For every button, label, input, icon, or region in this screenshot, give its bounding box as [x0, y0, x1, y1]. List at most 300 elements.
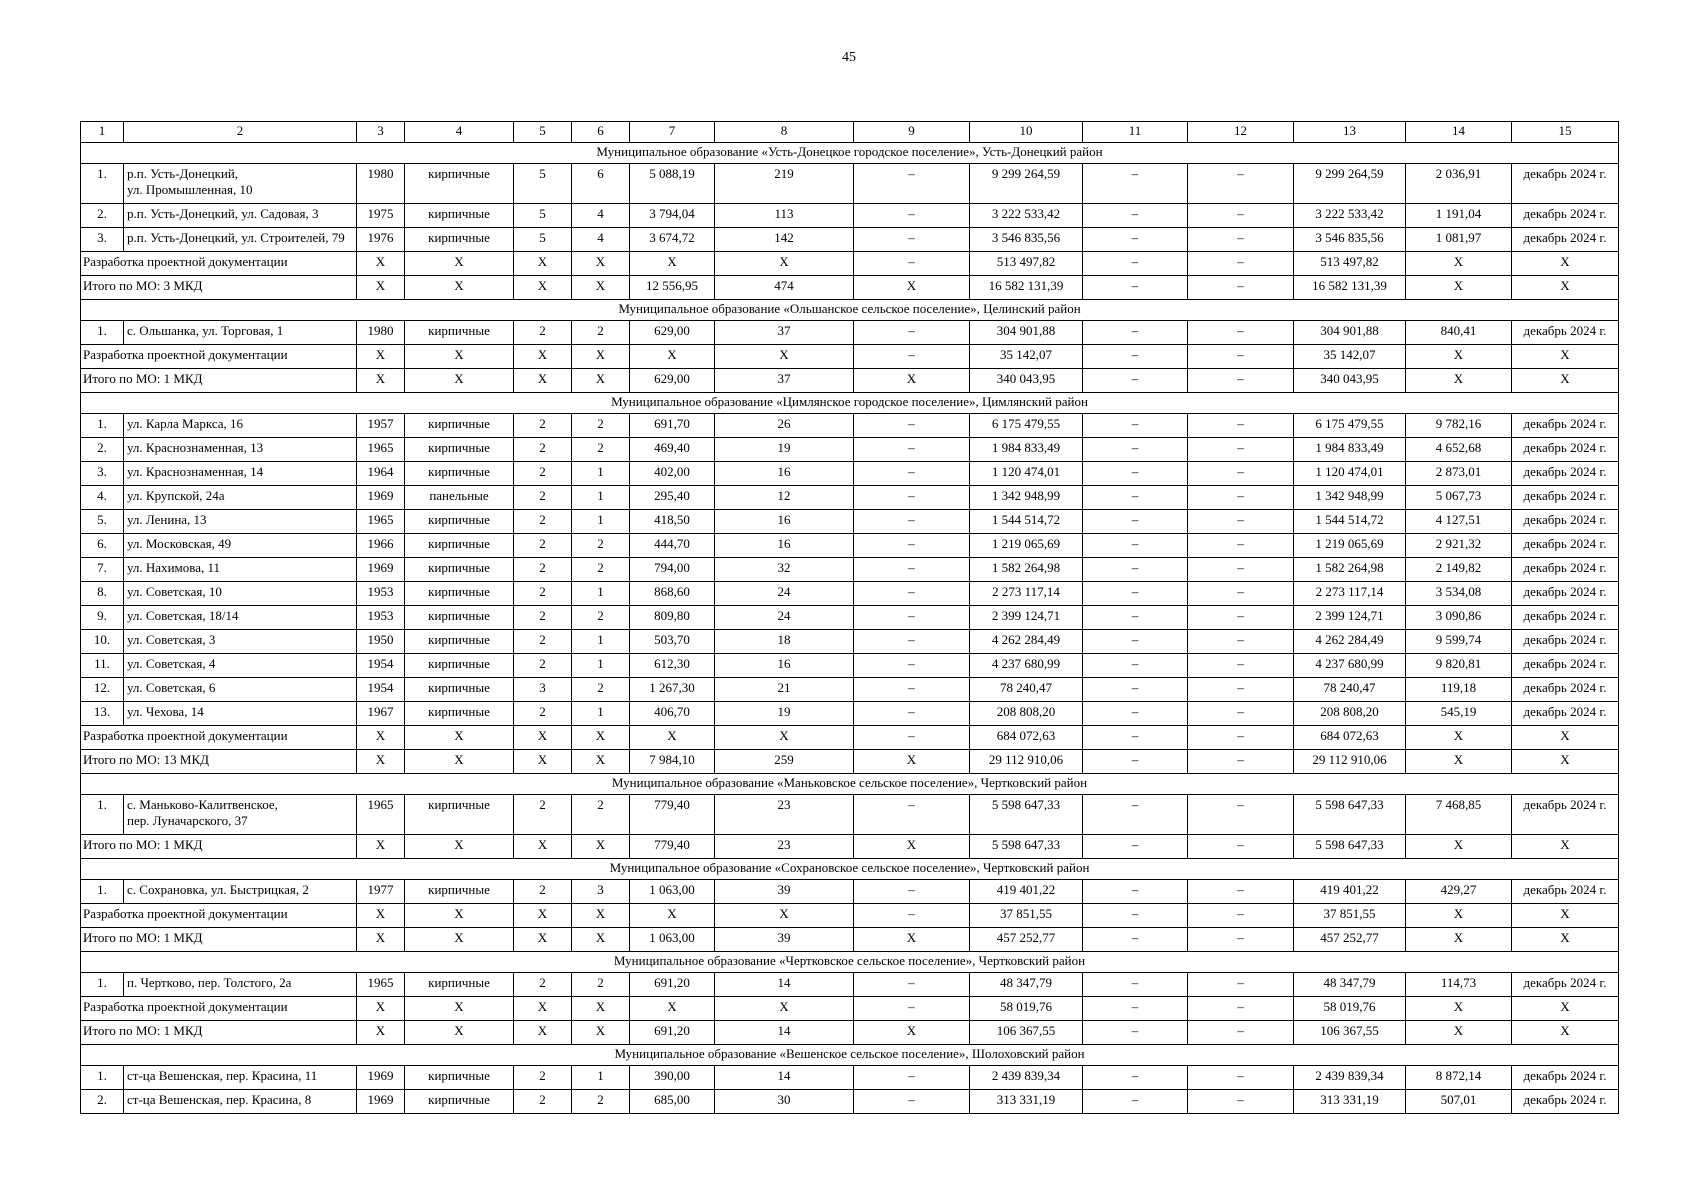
table-cell: X [514, 750, 572, 774]
table-cell: 2 149,82 [1406, 558, 1512, 582]
table-cell: 142 [715, 228, 854, 252]
table-cell: 1 120 474,01 [970, 462, 1083, 486]
summary-label: Разработка проектной документации [81, 997, 357, 1021]
table-cell: 1 [572, 486, 630, 510]
table-cell: 809,80 [630, 606, 715, 630]
table-cell: декабрь 2024 г. [1512, 414, 1619, 438]
table-cell: 513 497,82 [970, 252, 1083, 276]
table-cell: X [514, 1021, 572, 1045]
table-cell: 119,18 [1406, 678, 1512, 702]
table-cell: декабрь 2024 г. [1512, 321, 1619, 345]
table-cell: – [1188, 462, 1294, 486]
table-cell: 313 331,19 [1294, 1090, 1406, 1114]
table-cell: 1 191,04 [1406, 204, 1512, 228]
table-cell: кирпичные [405, 534, 514, 558]
table-row [81, 204, 1619, 228]
table-cell: 429,27 [1406, 880, 1512, 904]
table-cell: X [514, 835, 572, 859]
table-cell: 35 142,07 [1294, 345, 1406, 369]
table-cell: 6 [572, 164, 630, 204]
table-cell: – [1188, 534, 1294, 558]
table-cell: 1 984 833,49 [1294, 438, 1406, 462]
table-cell: – [1188, 510, 1294, 534]
column-header: 3 [357, 122, 405, 143]
table-cell: 1 120 474,01 [1294, 462, 1406, 486]
housing-repair-table [80, 121, 1619, 1114]
table-cell: декабрь 2024 г. [1512, 880, 1619, 904]
address-cell: ул. Советская, 3 [124, 630, 357, 654]
table-cell: X [572, 726, 630, 750]
table-cell: X [715, 904, 854, 928]
table-cell: 2 921,32 [1406, 534, 1512, 558]
table-cell: 5. [81, 510, 124, 534]
table-cell: 16 [715, 510, 854, 534]
table-cell: X [514, 904, 572, 928]
table-cell: 1. [81, 1066, 124, 1090]
summary-label: Разработка проектной документации [81, 904, 357, 928]
address-cell: ст-ца Вешенская, пер. Красина, 8 [124, 1090, 357, 1114]
table-cell: 29 112 910,06 [1294, 750, 1406, 774]
table-cell: 2 [514, 606, 572, 630]
table-cell: X [630, 252, 715, 276]
table-cell: X [854, 369, 970, 393]
table-cell: 2 399 124,71 [1294, 606, 1406, 630]
table-cell: 1. [81, 414, 124, 438]
table-cell: 2 873,01 [1406, 462, 1512, 486]
table-cell: – [1188, 1066, 1294, 1090]
table-cell: X [357, 345, 405, 369]
table-cell: 39 [715, 928, 854, 952]
table-cell: 3 674,72 [630, 228, 715, 252]
table-row [81, 486, 1619, 510]
table-cell: 1966 [357, 534, 405, 558]
table-cell: 7 984,10 [630, 750, 715, 774]
summary-label: Разработка проектной документации [81, 252, 357, 276]
table-cell: 2 [514, 702, 572, 726]
table-cell: – [854, 904, 970, 928]
table-row [81, 462, 1619, 486]
table-cell: – [1188, 835, 1294, 859]
table-cell: 39 [715, 880, 854, 904]
table-cell: 13. [81, 702, 124, 726]
table-cell: – [1188, 1021, 1294, 1045]
section-title-row [81, 393, 1619, 414]
table-cell: 6 175 479,55 [1294, 414, 1406, 438]
table-cell: декабрь 2024 г. [1512, 462, 1619, 486]
table-cell: 1 544 514,72 [970, 510, 1083, 534]
table-cell: декабрь 2024 г. [1512, 438, 1619, 462]
table-cell: декабрь 2024 г. [1512, 654, 1619, 678]
column-header: 11 [1083, 122, 1188, 143]
table-cell: декабрь 2024 г. [1512, 702, 1619, 726]
table-cell: – [1083, 795, 1188, 835]
table-row [81, 438, 1619, 462]
table-cell: – [1188, 228, 1294, 252]
table-cell: – [1083, 1021, 1188, 1045]
address-cell: ул. Советская, 6 [124, 678, 357, 702]
table-cell: X [1406, 904, 1512, 928]
column-header: 4 [405, 122, 514, 143]
table-cell: X [357, 1021, 405, 1045]
table-cell: 457 252,77 [970, 928, 1083, 952]
summary-row [81, 997, 1619, 1021]
table-cell: 2 [572, 534, 630, 558]
table-cell: X [1512, 369, 1619, 393]
table-cell: X [405, 1021, 514, 1045]
table-cell: 208 808,20 [1294, 702, 1406, 726]
table-cell: декабрь 2024 г. [1512, 678, 1619, 702]
table-cell: 340 043,95 [970, 369, 1083, 393]
table-cell: X [357, 997, 405, 1021]
table-row [81, 321, 1619, 345]
column-header: 6 [572, 122, 630, 143]
section-title: Муниципальное образование «Цимлянское городское поселение», Цимлянский район [81, 393, 1619, 414]
table-cell: – [854, 252, 970, 276]
table-cell: X [854, 1021, 970, 1045]
table-cell: кирпичные [405, 321, 514, 345]
table-cell: X [715, 345, 854, 369]
table-cell: – [1083, 1090, 1188, 1114]
table-cell: 469,40 [630, 438, 715, 462]
table-cell: 1 081,97 [1406, 228, 1512, 252]
table-row [81, 534, 1619, 558]
summary-row [81, 750, 1619, 774]
table-cell: X [1406, 252, 1512, 276]
table-cell: 5 [514, 204, 572, 228]
address-cell: ул. Карла Маркса, 16 [124, 414, 357, 438]
table-cell: X [572, 369, 630, 393]
table-cell: – [854, 726, 970, 750]
table-cell: X [854, 835, 970, 859]
table-cell: 1. [81, 164, 124, 204]
table-cell: 4 [572, 228, 630, 252]
column-header: 8 [715, 122, 854, 143]
table-cell: X [572, 750, 630, 774]
table-cell: 1 [572, 1066, 630, 1090]
table-cell: X [514, 345, 572, 369]
table-cell: X [514, 997, 572, 1021]
section-title: Муниципальное образование «Чертковское сельское поселение», Чертковский район [81, 952, 1619, 973]
table-cell: 3 534,08 [1406, 582, 1512, 606]
table-cell: 3 222 533,42 [970, 204, 1083, 228]
table-cell: декабрь 2024 г. [1512, 606, 1619, 630]
table-cell: 2. [81, 438, 124, 462]
section-title-row [81, 143, 1619, 164]
table-cell: – [1188, 414, 1294, 438]
table-cell: – [854, 414, 970, 438]
table-cell: – [1083, 228, 1188, 252]
table-cell: X [357, 750, 405, 774]
table-cell: кирпичные [405, 606, 514, 630]
column-header: 9 [854, 122, 970, 143]
table-cell: 2 [572, 1090, 630, 1114]
table-cell: 612,30 [630, 654, 715, 678]
table-cell: 3 222 533,42 [1294, 204, 1406, 228]
table-cell: – [1083, 997, 1188, 1021]
table-cell: X [405, 345, 514, 369]
table-cell: 5 [514, 164, 572, 204]
table-cell: 1965 [357, 510, 405, 534]
table-cell: 3 546 835,56 [1294, 228, 1406, 252]
section-title-row [81, 1045, 1619, 1066]
table-cell: – [1188, 1090, 1294, 1114]
section-title-row [81, 952, 1619, 973]
table-row [81, 678, 1619, 702]
table-cell: 1969 [357, 558, 405, 582]
table-cell: 32 [715, 558, 854, 582]
address-cell: п. Чертково, пер. Толстого, 2а [124, 973, 357, 997]
table-cell: – [854, 1090, 970, 1114]
table-cell: – [854, 486, 970, 510]
table-cell: 457 252,77 [1294, 928, 1406, 952]
section-title: Муниципальное образование «Маньковское сельское поселение», Чертковский район [81, 774, 1619, 795]
table-cell: 3 [572, 880, 630, 904]
table-cell: 16 [715, 462, 854, 486]
table-cell: 3 [514, 678, 572, 702]
summary-label: Итого по МО: 1 МКД [81, 928, 357, 952]
table-cell: кирпичные [405, 678, 514, 702]
table-cell: – [1083, 252, 1188, 276]
table-cell: 5 598 647,33 [1294, 835, 1406, 859]
table-cell: 1 219 065,69 [970, 534, 1083, 558]
table-cell: 11. [81, 654, 124, 678]
table-cell: 2 [514, 321, 572, 345]
table-cell: – [1188, 678, 1294, 702]
table-cell: 1969 [357, 486, 405, 510]
table-cell: 1976 [357, 228, 405, 252]
table-cell: X [357, 835, 405, 859]
table-cell: X [572, 276, 630, 300]
table-cell: 78 240,47 [1294, 678, 1406, 702]
table-cell: 406,70 [630, 702, 715, 726]
table-cell: 18 [715, 630, 854, 654]
table-cell: 259 [715, 750, 854, 774]
table-cell: – [854, 702, 970, 726]
table-cell: X [715, 252, 854, 276]
section-title-row [81, 774, 1619, 795]
table-cell: 685,00 [630, 1090, 715, 1114]
table-cell: X [572, 904, 630, 928]
table-cell: кирпичные [405, 880, 514, 904]
table-cell: 208 808,20 [970, 702, 1083, 726]
table-cell: кирпичные [405, 582, 514, 606]
table-cell: кирпичные [405, 228, 514, 252]
table-cell: 1977 [357, 880, 405, 904]
table-cell: 8. [81, 582, 124, 606]
table-cell: кирпичные [405, 702, 514, 726]
table-cell: – [1083, 750, 1188, 774]
table-cell: 474 [715, 276, 854, 300]
table-cell: 2 [572, 558, 630, 582]
table-cell: – [1083, 486, 1188, 510]
table-cell: 1950 [357, 630, 405, 654]
table-cell: X [572, 835, 630, 859]
table-cell: 2 [572, 438, 630, 462]
table-cell: 1954 [357, 678, 405, 702]
table-cell: 78 240,47 [970, 678, 1083, 702]
table-cell: – [1083, 164, 1188, 204]
table-cell: 2 [514, 973, 572, 997]
table-cell: декабрь 2024 г. [1512, 973, 1619, 997]
table-cell: X [572, 345, 630, 369]
table-cell: – [1188, 795, 1294, 835]
table-cell: 37 851,55 [1294, 904, 1406, 928]
table-cell: 9 782,16 [1406, 414, 1512, 438]
summary-row [81, 252, 1619, 276]
table-cell: декабрь 2024 г. [1512, 630, 1619, 654]
address-cell: р.п. Усть-Донецкий, ул. Промышленная, 10 [124, 164, 357, 204]
table-cell: X [630, 904, 715, 928]
table-cell: 2 [514, 880, 572, 904]
table-cell: 2 036,91 [1406, 164, 1512, 204]
table-cell: 503,70 [630, 630, 715, 654]
table-cell: 14 [715, 973, 854, 997]
table-cell: 1. [81, 880, 124, 904]
table-cell: X [405, 726, 514, 750]
table-cell: 2 [514, 534, 572, 558]
address-cell: р.п. Усть-Донецкий, ул. Строителей, 79 [124, 228, 357, 252]
table-row [81, 558, 1619, 582]
table-cell: 48 347,79 [1294, 973, 1406, 997]
table-cell: – [1188, 438, 1294, 462]
table-row [81, 795, 1619, 835]
table-cell: кирпичные [405, 795, 514, 835]
table-cell: 1. [81, 321, 124, 345]
table-cell: – [1188, 164, 1294, 204]
table-cell: 1969 [357, 1066, 405, 1090]
table-cell: X [1406, 726, 1512, 750]
table-cell: 9. [81, 606, 124, 630]
table-cell: – [1188, 606, 1294, 630]
table-cell: 9 820,81 [1406, 654, 1512, 678]
table-cell: декабрь 2024 г. [1512, 228, 1619, 252]
table-cell: 513 497,82 [1294, 252, 1406, 276]
summary-label: Итого по МО: 1 МКД [81, 835, 357, 859]
table-cell: декабрь 2024 г. [1512, 1066, 1619, 1090]
table-cell: 304 901,88 [1294, 321, 1406, 345]
section-title-row [81, 859, 1619, 880]
table-cell: 10. [81, 630, 124, 654]
table-cell: 2 [514, 1090, 572, 1114]
table-cell: – [1083, 321, 1188, 345]
table-cell: – [854, 795, 970, 835]
table-cell: 4. [81, 486, 124, 510]
table-cell: X [405, 904, 514, 928]
table-cell: 4 [572, 204, 630, 228]
table-cell: – [1188, 321, 1294, 345]
table-cell: X [630, 997, 715, 1021]
table-cell: – [854, 880, 970, 904]
address-cell: ул. Краснознаменная, 14 [124, 462, 357, 486]
table-cell: декабрь 2024 г. [1512, 582, 1619, 606]
table-cell: 8 872,14 [1406, 1066, 1512, 1090]
section-title: Муниципальное образование «Ольшанское сельское поселение», Целинский район [81, 300, 1619, 321]
table-cell: кирпичные [405, 510, 514, 534]
table-cell: – [1083, 582, 1188, 606]
table-cell: 1975 [357, 204, 405, 228]
table-cell: 340 043,95 [1294, 369, 1406, 393]
table-cell: X [1512, 750, 1619, 774]
table-cell: 58 019,76 [970, 997, 1083, 1021]
table-cell: – [1188, 276, 1294, 300]
table-cell: 794,00 [630, 558, 715, 582]
table-cell: – [1188, 880, 1294, 904]
column-header: 5 [514, 122, 572, 143]
table-cell: 2 [514, 462, 572, 486]
address-cell: ул. Советская, 18/14 [124, 606, 357, 630]
table-cell: 1953 [357, 606, 405, 630]
table-cell: – [1188, 558, 1294, 582]
table-cell: 35 142,07 [970, 345, 1083, 369]
column-header: 7 [630, 122, 715, 143]
table-cell: – [1083, 880, 1188, 904]
table-cell: – [1083, 606, 1188, 630]
table-cell: – [854, 997, 970, 1021]
table-cell: – [854, 654, 970, 678]
table-cell: 419 401,22 [970, 880, 1083, 904]
table-cell: 4 262 284,49 [970, 630, 1083, 654]
table-cell: – [1188, 997, 1294, 1021]
summary-row [81, 369, 1619, 393]
table-cell: – [1188, 345, 1294, 369]
table-cell: 1 342 948,99 [970, 486, 1083, 510]
address-cell: ул. Крупской, 24а [124, 486, 357, 510]
table-cell: 1 267,30 [630, 678, 715, 702]
table-cell: 4 127,51 [1406, 510, 1512, 534]
table-cell: 691,20 [630, 973, 715, 997]
table-cell: 9 599,74 [1406, 630, 1512, 654]
table-cell: – [1083, 835, 1188, 859]
table-cell: 4 652,68 [1406, 438, 1512, 462]
address-cell: ул. Московская, 49 [124, 534, 357, 558]
table-cell: X [405, 835, 514, 859]
table-row [81, 880, 1619, 904]
header-row [81, 122, 1619, 143]
table-cell: 19 [715, 702, 854, 726]
table-cell: 2 [572, 414, 630, 438]
table-cell: 1 [572, 654, 630, 678]
table-cell: X [572, 928, 630, 952]
table-cell: 23 [715, 795, 854, 835]
table-cell: декабрь 2024 г. [1512, 795, 1619, 835]
table-cell: 1957 [357, 414, 405, 438]
table-row [81, 228, 1619, 252]
table-cell: 219 [715, 164, 854, 204]
table-cell: – [1083, 534, 1188, 558]
table-cell: – [1188, 252, 1294, 276]
table-cell: 113 [715, 204, 854, 228]
table-cell: 1954 [357, 654, 405, 678]
table-cell: 2 [514, 654, 572, 678]
table-cell: – [1083, 345, 1188, 369]
address-cell: ул. Краснознаменная, 13 [124, 438, 357, 462]
table-cell: 1980 [357, 321, 405, 345]
table-cell: X [1406, 1021, 1512, 1045]
table-cell: 1980 [357, 164, 405, 204]
address-cell: ул. Ленина, 13 [124, 510, 357, 534]
table-cell: 840,41 [1406, 321, 1512, 345]
table-cell: 1 [572, 510, 630, 534]
table-cell: 2. [81, 204, 124, 228]
section-title-row [81, 300, 1619, 321]
table-cell: 4 237 680,99 [970, 654, 1083, 678]
table-cell: 2 [514, 630, 572, 654]
address-cell: с. Ольшанка, ул. Торговая, 1 [124, 321, 357, 345]
table-cell: 2 [572, 606, 630, 630]
table-cell: X [1406, 276, 1512, 300]
table-row [81, 414, 1619, 438]
table-cell: – [1083, 726, 1188, 750]
